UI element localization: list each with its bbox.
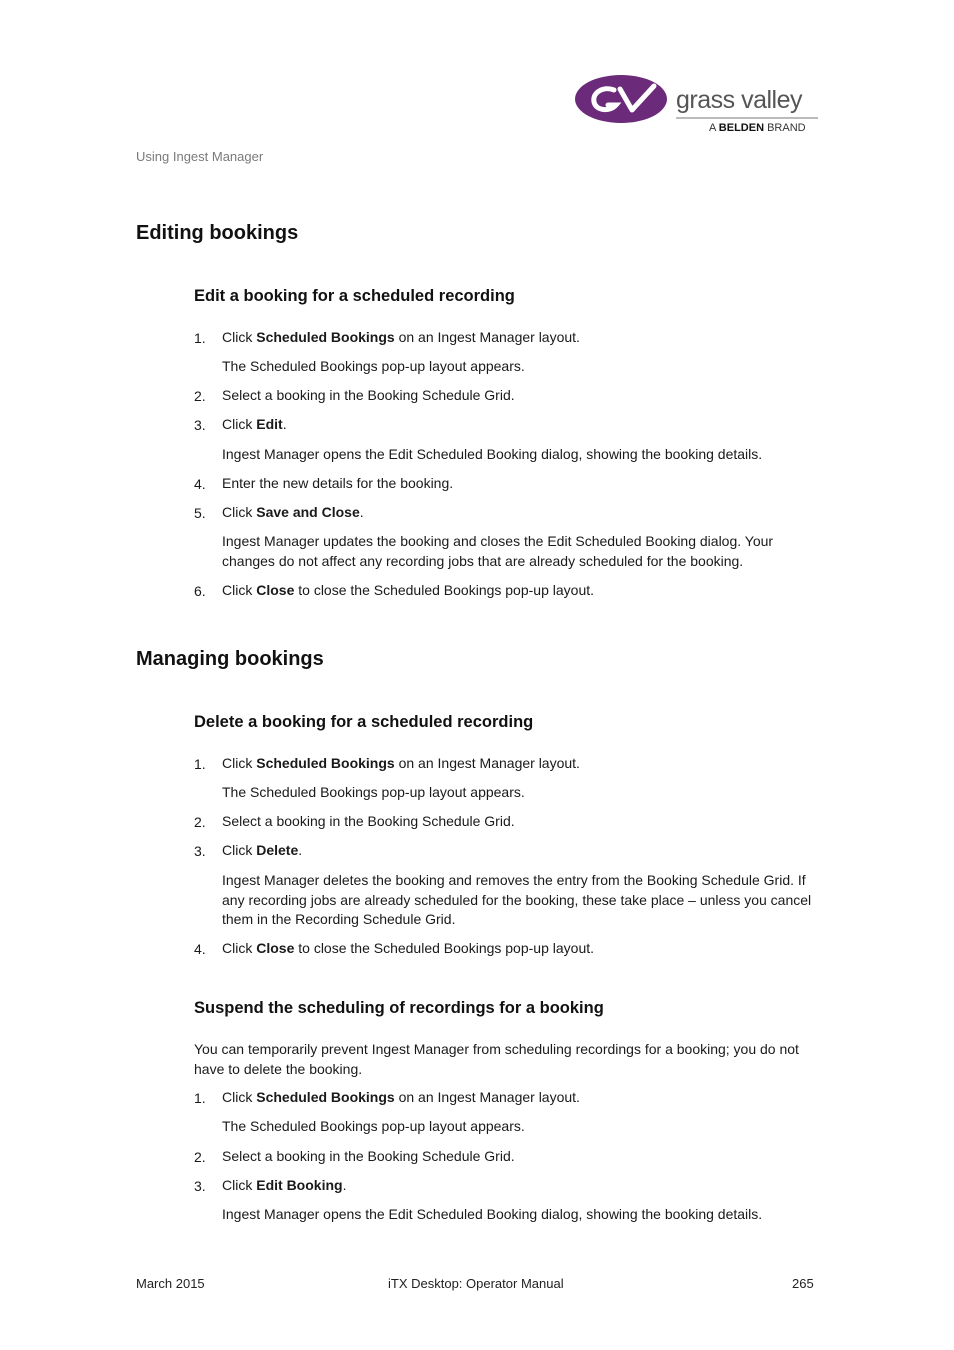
step-text: Click Delete. <box>222 842 303 858</box>
step-number: 1. <box>194 330 206 346</box>
step-number: 3. <box>194 843 206 859</box>
ui-term: Close <box>256 582 295 598</box>
step-text: Click Edit Booking. <box>222 1177 347 1193</box>
step-text: Select a booking in the Booking Schedule Grid. <box>222 1148 515 1164</box>
step-number: 1. <box>194 756 206 772</box>
step-number: 2. <box>194 1149 206 1165</box>
step-note: The Scheduled Bookings pop-up layout appears. <box>222 784 525 800</box>
step-text: Click Close to close the Scheduled Bookings pop-up layout. <box>222 582 595 598</box>
section-title-editing: Editing bookings <box>136 222 299 244</box>
step-note: The Scheduled Bookings pop-up layout appears. <box>222 1118 525 1134</box>
svg-text:grass valley: grass valley <box>676 86 802 114</box>
step-text: Select a booking in the Booking Schedule Grid. <box>222 387 515 403</box>
page-number: 265 <box>792 1276 814 1291</box>
step-text: Click Scheduled Bookings on an Ingest Manager layout. <box>222 1089 580 1105</box>
step-number: 3. <box>194 1178 206 1194</box>
svg-text:A BELDEN BRAND: A BELDEN BRAND <box>709 122 806 134</box>
step-text: Select a booking in the Booking Schedule Grid. <box>222 813 515 829</box>
step-number: 2. <box>194 388 206 404</box>
subsection-title-delete: Delete a booking for a scheduled recording <box>194 713 534 731</box>
running-head: Using Ingest Manager <box>136 149 264 164</box>
step-number: 1. <box>194 1090 206 1106</box>
step-number: 6. <box>194 583 206 599</box>
step-note: Ingest Manager opens the Edit Scheduled Booking dialog, showing the booking details. <box>222 1206 763 1222</box>
intro-paragraph: You can temporarily prevent Ingest Manager from scheduling recordings for a booking; you do not have to delete the booking. <box>194 1041 799 1077</box>
ui-term: Delete <box>256 842 299 858</box>
grass-valley-logo <box>574 72 822 134</box>
footer-date: March 2015 <box>136 1276 205 1291</box>
step-text: Enter the new details for the booking. <box>222 475 454 491</box>
step-number: 3. <box>194 417 206 433</box>
step-note: Ingest Manager deletes the booking and removes the entry from the Booking Schedule Grid. If any recording jobs are already scheduled for the booking, these take place – unless you cancel them in the Recording Schedule Grid. <box>222 872 812 927</box>
ui-term: Scheduled Bookings <box>256 1089 395 1105</box>
step-note: Ingest Manager opens the Edit Scheduled Booking dialog, showing the booking details. <box>222 446 763 462</box>
footer-title: iTX Desktop: Operator Manual <box>388 1276 564 1291</box>
step-number: 5. <box>194 505 206 521</box>
step-text: Click Scheduled Bookings on an Ingest Manager layout. <box>222 755 580 771</box>
section-title-managing: Managing bookings <box>136 648 324 670</box>
subsection-title-edit: Edit a booking for a scheduled recording <box>194 287 515 305</box>
ui-term: Close <box>256 940 295 956</box>
step-number: 4. <box>194 941 206 957</box>
ui-term: Scheduled Bookings <box>256 329 395 345</box>
ui-term: Edit Booking <box>256 1177 343 1193</box>
ui-term: Scheduled Bookings <box>256 755 395 771</box>
step-text: Click Save and Close. <box>222 504 364 520</box>
subsection-title-suspend: Suspend the scheduling of recordings for a booking <box>194 999 604 1017</box>
ui-term: Save and Close <box>256 504 360 520</box>
step-text: Click Close to close the Scheduled Bookings pop-up layout. <box>222 940 595 956</box>
step-number: 2. <box>194 814 206 830</box>
step-text: Click Scheduled Bookings on an Ingest Manager layout. <box>222 329 580 345</box>
ui-term: Edit <box>256 416 283 432</box>
step-note: The Scheduled Bookings pop-up layout appears. <box>222 358 525 374</box>
step-number: 4. <box>194 476 206 492</box>
step-note: Ingest Manager updates the booking and closes the Edit Scheduled Booking dialog. Your changes do not affect any recording jobs that are already scheduled for the booking. <box>222 533 774 569</box>
step-text: Click Edit. <box>222 416 287 432</box>
